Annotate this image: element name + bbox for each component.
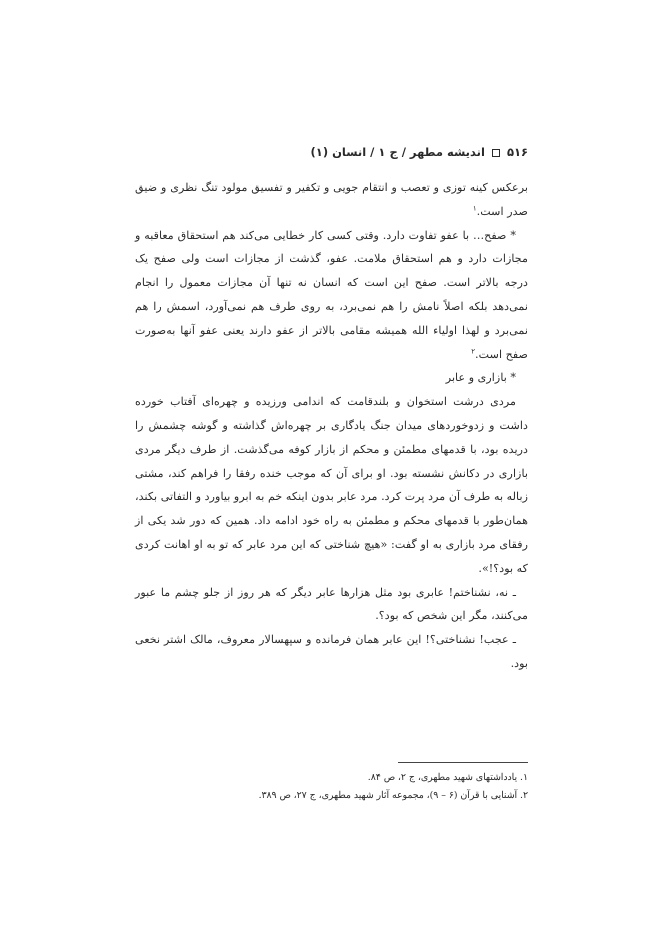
footnote-divider bbox=[398, 762, 528, 763]
paragraph-1: برعکس کینه توزی و تعصب و انتقام جویی و تکفیر و تفسیق مولود تنگ نظری و ضیق صدر است.$^۱$ bbox=[135, 181, 528, 218]
paragraph-3: مردی درشت استخوان و بلندقامت که اندامی ورزیده و چهره‌ای آفتاب خورده داشت و زدوخوردهای میدان جنگ یادگاری بر چهره‌اش گذاشته و گوشه چشمش را دریده بود، با قدمهای مطمئن و محکم از بازار کوفه می‌گذشت. از طرف دیگر مردی بازاری در دکانش نشسته بود. او برای آن که موجب خنده رفقا را فراهم کند، مشتی زباله به طرف آن مرد پرت کرد. مرد عابر بدون اینکه خم به ابرو بیاورد و التفاتی بکند، همان‌طور با قدمهای محکم و مطمئن به راه خود ادامه داد. همین که دور شد یکی از رفقای مرد بازاری به او گفت: «هیچ شناختی که این مرد عابر که تو به او اهانت کردی که بود؟!». bbox=[135, 395, 528, 575]
book-page bbox=[135, 0, 528, 935]
paragraph-5: ـ عجب! نشناختی؟! این عابر همان فرمانده و سپهسالار معروف، مالک اشتر نخعی بود. bbox=[135, 633, 528, 670]
paragraph-2: * صفح… با عفو تفاوت دارد. وقتی کسی کار خطایی می‌کند هم استحقاق معاقبه و مجازات دارد و هم استحقاق ملامت. عفو، گذشت از مجازات است ولی صفح یک درجه بالاتر است. صفح این است که انسان نه تنها آن مجازات معمول را انجام نمی‌دهد بلکه اصلاً نامش را هم نمی‌برد، به روی طرف هم نمی‌آورد، اسمش را هم نمی‌برد و لهذا اولیاء الله همیشه مقامی بالاتر از عفو دارند یعنی عفو آنها به‌صورت صفح است.$^۲$ bbox=[135, 228, 528, 361]
footnotes bbox=[135, 769, 528, 805]
paragraph-4: ـ نه، نشناختم! عابری بود مثل هزارها عابر دیگر که هر روز از جلو چشم ما عبور می‌کنند، مگر این شخص که بود؟. bbox=[135, 585, 528, 623]
page-number: ۵۱۶ bbox=[506, 145, 528, 159]
body-text bbox=[135, 176, 528, 676]
section-heading: * بازاری و عابر bbox=[445, 371, 516, 385]
running-head bbox=[311, 145, 528, 159]
footnote-1: ۱. یادداشتهای شهید مطهری، ج ۲، ص ۸۴. bbox=[367, 772, 528, 783]
footnote-ref-2: ۲ bbox=[471, 346, 476, 355]
footnote-2: ۲. آشنایی با قرآن (۶ – ۹)، مجموعه آثار شهید مطهری، ج ۲۷، ص ۳۸۹. bbox=[258, 790, 528, 801]
running-head-title: اندیشه مطهر / ج ۱ / انسان (۱) bbox=[310, 145, 485, 159]
footnote-ref-1: ۱ bbox=[472, 204, 477, 213]
square-ornament-icon bbox=[492, 149, 500, 157]
